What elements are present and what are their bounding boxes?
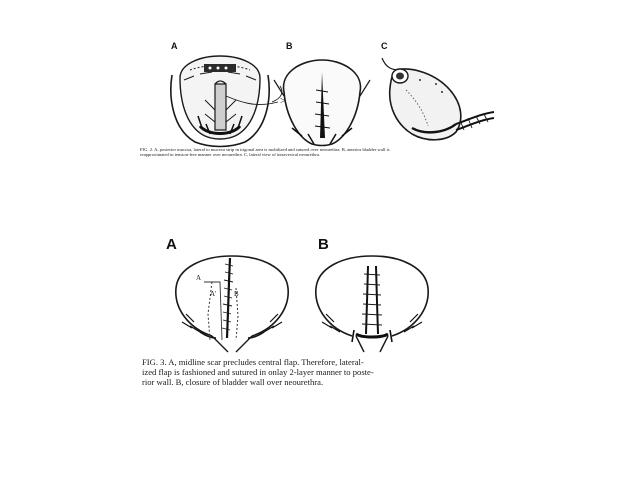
fig3-label-b: B bbox=[318, 236, 329, 253]
fig2-caption-line-2: reapproximated in tension-free manner over neourethra. C, lateral view of intravesical neourethra. bbox=[140, 152, 321, 158]
fig3-caption-text-1: A, midline scar precludes central flap. Therefore, lateral- bbox=[168, 357, 364, 367]
fig2-panel-a-illustration bbox=[160, 50, 280, 150]
fig2-panel-c-illustration bbox=[376, 50, 496, 150]
fig2-caption-text-1: A, posterior mucosa, lateral to mucosa strip in trigonal area is mobilized and sutured over neourethra. B, anterior bladder wall is bbox=[154, 147, 390, 152]
fig3-inner-label-a: A bbox=[196, 274, 202, 282]
fig2-label-c: C bbox=[381, 41, 388, 51]
figure-3 bbox=[0, 180, 638, 478]
fig2-panel-b-illustration bbox=[272, 50, 372, 150]
fig3-caption-line-2: ized flap is fashioned and sutured in onlay 2-layer manner to poste- bbox=[142, 366, 374, 377]
fig2-label-b: B bbox=[286, 41, 293, 51]
svg-text:>: > bbox=[280, 96, 286, 107]
fig3-inner-label-b: B bbox=[234, 290, 239, 298]
fig2-caption-number: FIG. 2. bbox=[140, 147, 154, 152]
fig3-panel-a-illustration bbox=[172, 252, 292, 352]
fig3-label-a: A bbox=[166, 236, 177, 253]
fig3-caption bbox=[142, 358, 472, 388]
fig3-caption-line-3: rior wall. B, closure of bladder wall over neourethra. bbox=[142, 376, 324, 387]
figure-2 bbox=[0, 0, 638, 180]
fig3-inner-label-a-prime: A' bbox=[210, 290, 217, 298]
fig3-caption-number: FIG. 3. bbox=[142, 357, 167, 367]
fig3-panel-b-illustration bbox=[312, 252, 432, 352]
fig2-label-a: A bbox=[171, 41, 178, 51]
fig2-caption bbox=[140, 147, 520, 158]
